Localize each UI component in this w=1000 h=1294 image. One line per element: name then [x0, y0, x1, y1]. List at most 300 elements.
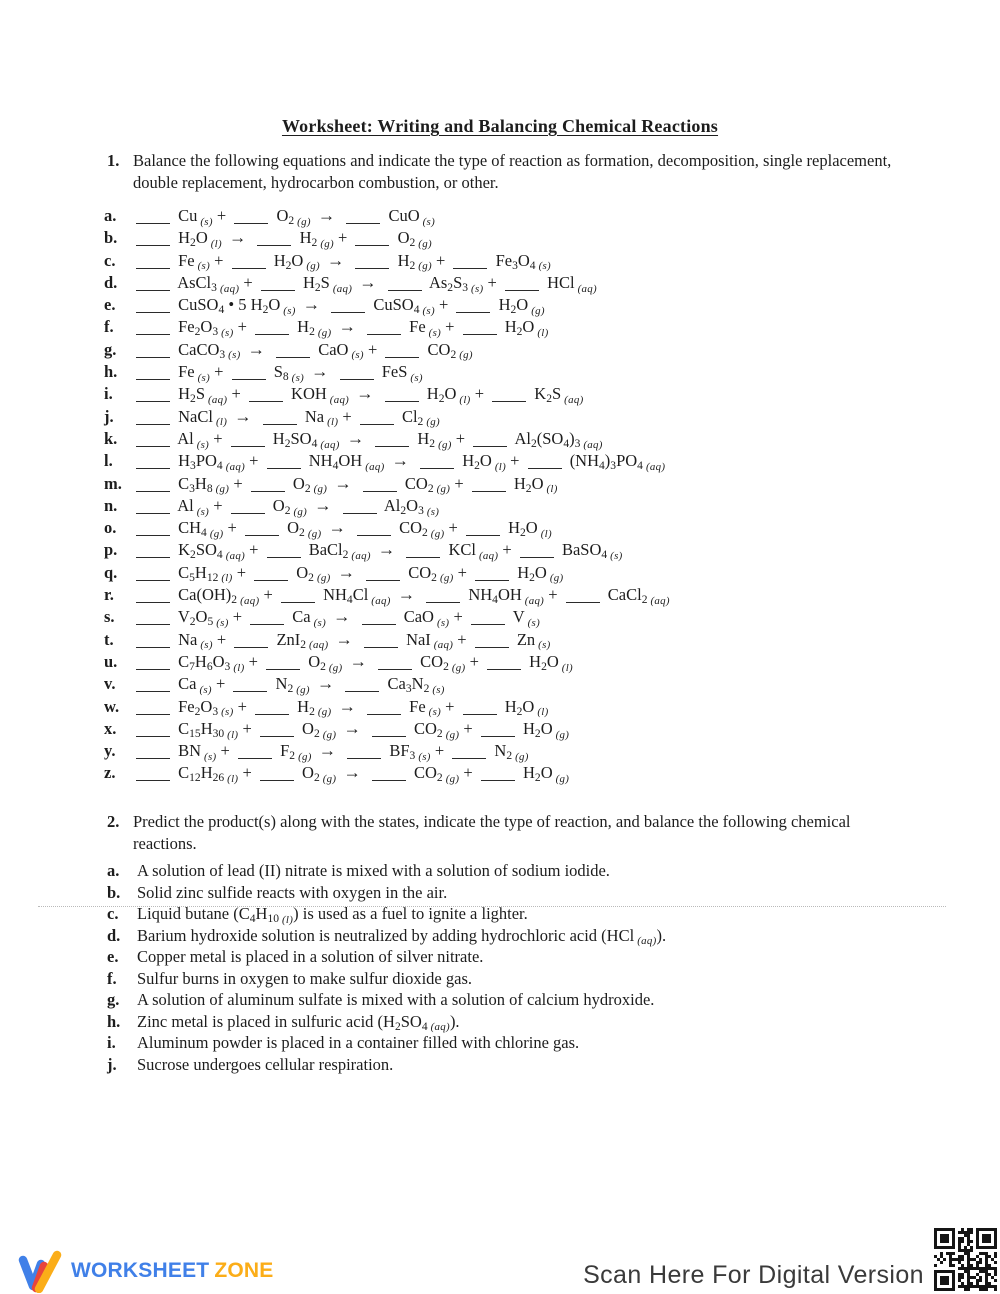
answer-blank	[471, 622, 505, 625]
answer-blank	[378, 667, 412, 670]
equation-body: $CH_4$ $_{(g)} + O_2$ $_{(g)} \to CO_2$ $_{(g)} + H_2O$ $_{(l)}$	[132, 518, 552, 540]
item-label: b.	[107, 882, 121, 902]
answer-blank	[372, 778, 406, 781]
subscript: 2	[436, 728, 443, 741]
subscript: 2	[400, 505, 407, 518]
state-label: (g)	[316, 572, 331, 585]
answer-blank	[406, 555, 440, 558]
subscript: 3	[610, 460, 617, 473]
subscript: 2	[438, 393, 445, 406]
state-label: (aq)	[564, 394, 584, 407]
subscript: 10	[267, 913, 279, 926]
answer-blank	[566, 600, 600, 603]
subscript: 4	[601, 549, 608, 562]
subscript: 2	[231, 594, 238, 607]
answer-blank	[255, 712, 289, 715]
part1-number: 1.	[107, 151, 120, 170]
reaction-arrow: →	[359, 272, 377, 292]
equation-body: Na $_{(s)}$ + ZnI$_2$ $_{(aq)}$ → NaI $_{(aq)}$ + Zn $_{(s)}$	[132, 630, 551, 652]
item-label: a.	[107, 861, 120, 880]
equation-label: n.	[104, 495, 118, 515]
subscript: 8	[282, 371, 289, 384]
reaction-arrow: →	[391, 451, 409, 471]
equation-label: p.	[104, 540, 118, 560]
subscript: 4	[421, 1020, 428, 1033]
state-label: (aq)	[309, 639, 329, 652]
state-label: (s)	[422, 304, 435, 317]
equation-row	[104, 206, 670, 228]
equation-label: u.	[104, 651, 118, 671]
answer-blank	[266, 667, 300, 670]
subscript: 5	[189, 571, 195, 584]
answer-blank	[249, 399, 283, 402]
equation-body: Cu $_{(s)} + O_2$ $_{(g)}$ → CuO $_{(s)}$	[132, 206, 435, 228]
item-text: Copper metal is placed in a solution of silver nitrate.	[137, 947, 484, 966]
subscript: 2	[284, 438, 291, 451]
state-label: (s)	[283, 304, 296, 317]
state-label: (g)	[320, 237, 334, 250]
answer-blank	[136, 778, 170, 781]
subscript: 2	[190, 237, 196, 250]
state-label: (g)	[459, 349, 473, 362]
equation-body: $H_2O$ $_{(l)} \to H_2$ $_{(g)} + O_2$ $_{(g)}$	[132, 228, 432, 250]
answer-blank	[347, 756, 381, 759]
state-label: (g)	[317, 706, 332, 719]
answer-blank	[355, 243, 389, 246]
subscript: 2	[409, 237, 416, 250]
answer-blank	[473, 444, 507, 447]
subscript: 3	[462, 282, 469, 295]
subscript: 2	[443, 661, 449, 674]
equation-label: x.	[104, 718, 117, 738]
state-label: (aq)	[478, 550, 499, 563]
answer-blank	[281, 600, 315, 603]
subscript: 2	[546, 393, 552, 406]
equation-label: h.	[104, 362, 118, 382]
answer-blank	[276, 355, 310, 358]
answer-blank	[136, 243, 170, 246]
answer-blank	[136, 422, 170, 425]
reaction-arrow: →	[335, 629, 353, 649]
reaction-arrow: →	[302, 295, 321, 315]
subscript: 4	[637, 460, 643, 473]
state-label: (s)	[199, 683, 212, 696]
item-label: d.	[107, 925, 121, 945]
equation-body: CaCO$_3$ $_{(s)}$ → CaO $_{(s)} + CO_2$ $_{(g)}$	[132, 340, 473, 362]
subscript: 2	[285, 259, 292, 272]
equation-body: Fe $_{(s)} + S_8$ $_{(s)}$ → FeS $_{(s)}$	[132, 362, 423, 384]
equation-label: l.	[104, 451, 113, 471]
state-label: (s)	[410, 371, 423, 384]
answer-blank	[255, 332, 289, 335]
answer-blank	[345, 689, 379, 692]
subscript: 2	[436, 772, 443, 785]
equation-label: w.	[104, 696, 120, 716]
part2-instructions-text: Predict the product(s) along with the states, indicate the type of reaction, and balance the following chemical reactions.	[133, 812, 851, 853]
equation-body: $Ca(OH)_2$ $_{(aq)} + NH_4Cl$ $_{(aq)} \to NH_4OH$ $_{(aq)}$ + CaCl$_2$ $_{(aq)}$	[132, 585, 670, 607]
subscript: 2	[289, 750, 296, 763]
answer-blank	[238, 756, 272, 759]
state-label: (l)	[546, 483, 558, 496]
subscript: 2	[287, 683, 294, 696]
reaction-arrow: →	[343, 763, 361, 783]
answer-blank	[367, 712, 401, 715]
state-label: (s)	[200, 639, 213, 652]
equation-list	[104, 206, 670, 786]
subscript: 2	[516, 326, 523, 339]
answer-blank	[452, 756, 486, 759]
state-label: (g)	[430, 527, 445, 540]
state-label: (s)	[538, 260, 551, 273]
answer-blank	[136, 533, 170, 536]
answer-blank	[136, 399, 170, 402]
subscript: 2	[309, 705, 315, 718]
answer-blank	[257, 243, 291, 246]
prediction-item	[107, 990, 666, 1012]
state-label: (aq)	[433, 639, 454, 652]
answer-blank	[453, 266, 487, 269]
state-label: (g)	[209, 527, 224, 540]
state-label: (s)	[221, 706, 234, 719]
state-label: (s)	[291, 371, 305, 384]
subscript: 4	[346, 594, 353, 607]
state-label: (aq)	[524, 594, 545, 607]
subscript: 3	[418, 505, 424, 518]
state-label: (aq)	[645, 460, 666, 473]
equation-label: q.	[104, 562, 118, 582]
subscript: 3	[212, 326, 219, 339]
subscript: 2	[529, 571, 535, 584]
reaction-arrow: →	[377, 540, 396, 560]
state-label: (aq)	[320, 438, 340, 451]
prediction-item	[107, 1012, 666, 1034]
state-label: (aq)	[332, 282, 353, 295]
equation-body: $Fe_2O_3$ $_{(s)} + H_2$ $_{(g)}$ → Fe $_{(s)} + H_2O$ $_{(l)}$	[132, 317, 549, 339]
prediction-item	[107, 883, 666, 905]
state-label: (l)	[537, 327, 549, 340]
state-label: (g)	[418, 237, 432, 250]
state-label: (l)	[210, 237, 222, 250]
equation-label: b.	[104, 228, 118, 248]
reaction-arrow: →	[311, 362, 329, 382]
scan-here-text: Scan Here For Digital Version	[583, 1261, 924, 1289]
state-label: (s)	[610, 550, 623, 563]
equation-body: Al $_{(s)} + O_2$ $_{(g)} \to Al_2O_3$ $_{(s)}$	[132, 496, 439, 518]
answer-blank	[261, 288, 295, 291]
item-label: f.	[107, 968, 117, 988]
answer-blank	[372, 734, 406, 737]
answer-blank	[456, 310, 490, 313]
equation-label: f.	[104, 317, 114, 337]
subscript: 2	[194, 705, 201, 718]
subscript: 2	[516, 705, 523, 718]
answer-blank	[426, 600, 460, 603]
subscript: 3	[512, 259, 518, 272]
state-label: (g)	[215, 483, 230, 496]
state-label: (s)	[197, 371, 210, 384]
reaction-arrow: →	[333, 607, 351, 627]
item-text: Liquid butane ($C_4H_{10}$ $_{(l)}$) is used as a fuel to ignite a lighter.	[137, 904, 528, 926]
answer-blank	[136, 355, 170, 358]
equation-row	[104, 741, 670, 763]
part1-instructions	[107, 150, 905, 194]
item-text: A solution of aluminum sulfate is mixed with a solution of calcium hydroxide.	[137, 990, 655, 1009]
answer-blank	[466, 533, 500, 536]
state-label: (l)	[233, 661, 245, 674]
state-label: (aq)	[365, 460, 385, 473]
state-label: (s)	[418, 750, 431, 763]
subscript: 12	[206, 571, 219, 584]
prediction-item	[107, 969, 666, 991]
item-label: c.	[107, 904, 119, 923]
state-label: (aq)	[430, 1021, 450, 1034]
subscript: 3	[189, 482, 195, 495]
equation-row	[104, 451, 670, 473]
state-label: (s)	[471, 282, 484, 295]
answer-blank	[331, 310, 365, 313]
state-label: (aq)	[208, 394, 228, 407]
answer-blank	[364, 645, 398, 648]
prediction-item	[107, 861, 666, 883]
subscript: 2	[262, 304, 269, 317]
state-label: (l)	[227, 773, 239, 786]
subscript: 2	[422, 527, 428, 540]
state-label: (aq)	[650, 594, 670, 607]
answer-blank	[254, 578, 288, 581]
state-label: (aq)	[225, 550, 246, 563]
equation-row	[104, 674, 670, 696]
equation-label: i.	[104, 384, 113, 404]
subscript: 4	[218, 304, 225, 317]
reaction-arrow: →	[229, 228, 247, 248]
equation-body: $C_{15}H_{30}$ $_{(l)} + O_2$ $_{(g)} \to CO_2$ $_{(g)} + H_2O$ $_{(g)}$	[132, 719, 569, 741]
state-label: (aq)	[219, 282, 240, 295]
subscript: 2	[510, 304, 517, 317]
state-label: (l)	[540, 527, 552, 540]
item-text: Sulfur burns in oxygen to make sulfur dioxide gas.	[137, 968, 472, 988]
answer-blank	[367, 332, 401, 335]
subscript: 2	[520, 527, 526, 540]
equation-row	[104, 518, 670, 540]
subscript: 4	[492, 594, 498, 607]
subscript: 4	[216, 460, 223, 473]
equation-row	[104, 563, 670, 585]
state-label: (g)	[306, 260, 320, 273]
answer-blank	[375, 444, 409, 447]
reaction-arrow: →	[397, 585, 416, 605]
state-label: (aq)	[577, 282, 597, 295]
answer-blank	[340, 377, 374, 380]
logo-text	[71, 1259, 273, 1283]
subscript: 2	[474, 460, 480, 473]
state-label: (s)	[204, 750, 217, 763]
subscript: 2	[506, 750, 513, 763]
answer-blank	[136, 444, 170, 447]
equation-label: v.	[104, 674, 116, 694]
subscript: 2	[530, 438, 537, 451]
equation-label: r.	[104, 585, 114, 605]
state-label: (s)	[313, 617, 327, 630]
subscript: 3	[405, 683, 412, 696]
state-label: (s)	[428, 327, 442, 340]
subscript: 2	[313, 728, 320, 741]
state-label: (aq)	[637, 935, 657, 948]
subscript: 2	[450, 349, 457, 361]
equation-row	[104, 273, 670, 295]
subscript: 26	[212, 772, 225, 785]
equation-label: k.	[104, 428, 118, 448]
reaction-arrow: →	[317, 206, 336, 225]
subscript: 2	[429, 438, 436, 451]
answer-blank	[250, 622, 284, 625]
answer-blank	[136, 310, 170, 313]
answer-blank	[136, 645, 170, 648]
answer-blank	[136, 756, 170, 759]
item-text: Solid zinc sulfide reacts with oxygen in the air.	[137, 882, 448, 902]
answer-blank	[136, 332, 170, 335]
answer-blank	[481, 734, 515, 737]
prediction-item	[107, 947, 666, 969]
state-label: (g)	[531, 304, 545, 317]
state-label: (l)	[494, 460, 506, 473]
state-label: (s)	[197, 260, 210, 273]
subscript: 2	[308, 571, 314, 584]
answer-blank	[234, 221, 268, 224]
answer-blank	[136, 489, 170, 492]
state-label: (g)	[322, 773, 337, 786]
answer-blank	[385, 355, 419, 358]
answer-blank	[136, 266, 170, 269]
equation-row	[104, 719, 670, 741]
state-label: (s)	[196, 505, 210, 518]
state-label: (g)	[555, 773, 570, 786]
answer-blank	[385, 399, 419, 402]
state-label: (g)	[328, 661, 343, 674]
equation-row	[104, 340, 670, 362]
reaction-arrow: →	[314, 495, 332, 515]
subscript: 3	[190, 460, 196, 473]
state-label: (l)	[227, 728, 239, 741]
item-text: Zinc metal is placed in sulfuric acid ($H_2SO_4$ $_{(aq)}$).	[137, 1011, 460, 1034]
subscript: 2	[641, 594, 648, 607]
equation-label: c.	[104, 250, 116, 270]
subscript: 2	[299, 527, 305, 540]
subscript: 15	[189, 728, 201, 741]
reaction-arrow: →	[318, 741, 337, 761]
subscript: 2	[541, 661, 547, 674]
answer-blank	[263, 422, 297, 425]
state-label: (aq)	[240, 594, 260, 607]
reaction-arrow: →	[234, 406, 252, 426]
subscript: 3	[219, 349, 226, 361]
subscript: 8	[206, 482, 213, 495]
state-label: (aq)	[225, 460, 246, 473]
subscript: 4	[249, 913, 256, 926]
item-text: Aluminum powder is placed in a container filled with chlorine gas.	[137, 1033, 580, 1052]
reaction-arrow: →	[343, 718, 361, 738]
reaction-arrow: →	[337, 562, 355, 582]
equation-label: z.	[104, 763, 116, 783]
state-label: (l)	[537, 706, 549, 719]
reaction-arrow: →	[356, 384, 374, 404]
answer-blank	[420, 466, 454, 469]
equation-body: $C_7H_6O_3$ $_{(l)} + O_2$ $_{(g)} \to CO_2$ $_{(g)} + H_2O$ $_{(l)}$	[132, 652, 573, 674]
item-label: g.	[107, 990, 120, 1009]
equation-row	[104, 362, 670, 384]
answer-blank	[267, 555, 301, 558]
answer-blank	[136, 555, 170, 558]
equation-body: Al $_{(s)} + H_2SO_4$ $_{(aq)} \to H_2$ $_{(g)} + Al_2(SO_4)_3$ $_{(aq)}$	[132, 429, 603, 451]
state-label: (g)	[298, 750, 312, 763]
subscript: 2	[284, 505, 291, 518]
answer-blank	[355, 266, 389, 269]
answer-blank	[245, 533, 279, 536]
state-label: (g)	[317, 327, 332, 340]
item-label: e.	[107, 947, 119, 966]
state-label: (s)	[527, 617, 541, 630]
equation-body: Fe $_{(s)} + H_2O$ $_{(g)} \to H_2$ $_{(g)} + Fe_3O_4$ $_{(s)}$	[132, 251, 551, 273]
logo-word-worksheet: WORKSHEET	[71, 1259, 210, 1282]
state-label: (g)	[418, 260, 432, 273]
state-label: (s)	[428, 706, 442, 719]
state-label: (s)	[228, 349, 241, 362]
equation-row	[104, 630, 670, 652]
reaction-arrow: →	[346, 428, 365, 448]
answer-blank	[260, 734, 294, 737]
state-label: (g)	[313, 483, 328, 496]
reaction-arrow: →	[338, 696, 356, 716]
equation-row	[104, 295, 670, 317]
subscript: 4	[201, 527, 207, 540]
state-label: (g)	[515, 750, 529, 763]
state-label: (s)	[200, 215, 213, 228]
answer-blank	[366, 578, 400, 581]
subscript: 3	[212, 705, 219, 718]
equation-body: BN $_{(s)} + F_2$ $_{(g)} \to BF_3$ $_{(s)} + N_2$ $_{(g)}$	[132, 741, 529, 763]
equation-row	[104, 407, 670, 429]
state-label: (l)	[561, 661, 573, 674]
state-label: (l)	[221, 572, 233, 585]
equation-label: t.	[104, 629, 114, 649]
answer-blank	[136, 689, 170, 692]
equation-label: y.	[104, 741, 116, 761]
state-label: (g)	[438, 438, 452, 451]
subscript: 2	[288, 215, 295, 228]
worksheetzone-logo	[18, 1249, 273, 1293]
answer-blank	[136, 221, 170, 224]
state-label: (l)	[327, 416, 339, 429]
state-label: (s)	[426, 505, 440, 518]
answer-blank	[232, 377, 266, 380]
subscript: 2	[313, 772, 320, 785]
state-label: (l)	[281, 913, 294, 926]
reaction-arrow: →	[334, 473, 352, 493]
state-label: (g)	[439, 572, 454, 585]
part2-instructions	[107, 811, 905, 855]
subscript: 2	[525, 482, 532, 495]
subscript: 2	[194, 326, 201, 339]
subscript: 2	[190, 549, 196, 562]
equation-row	[104, 540, 670, 562]
state-label: (s)	[422, 215, 435, 228]
subscript: 2	[417, 415, 424, 428]
reaction-arrow: →	[338, 317, 356, 337]
subscript: 4	[529, 259, 536, 272]
equation-body: $Fe_2O_3$ $_{(s)} + H_2$ $_{(g)}$ → Fe $_{(s)} + H_2O$ $_{(l)}$	[132, 697, 549, 719]
answer-blank	[136, 667, 170, 670]
state-label: (g)	[436, 483, 451, 496]
subscript: 2	[311, 237, 318, 250]
